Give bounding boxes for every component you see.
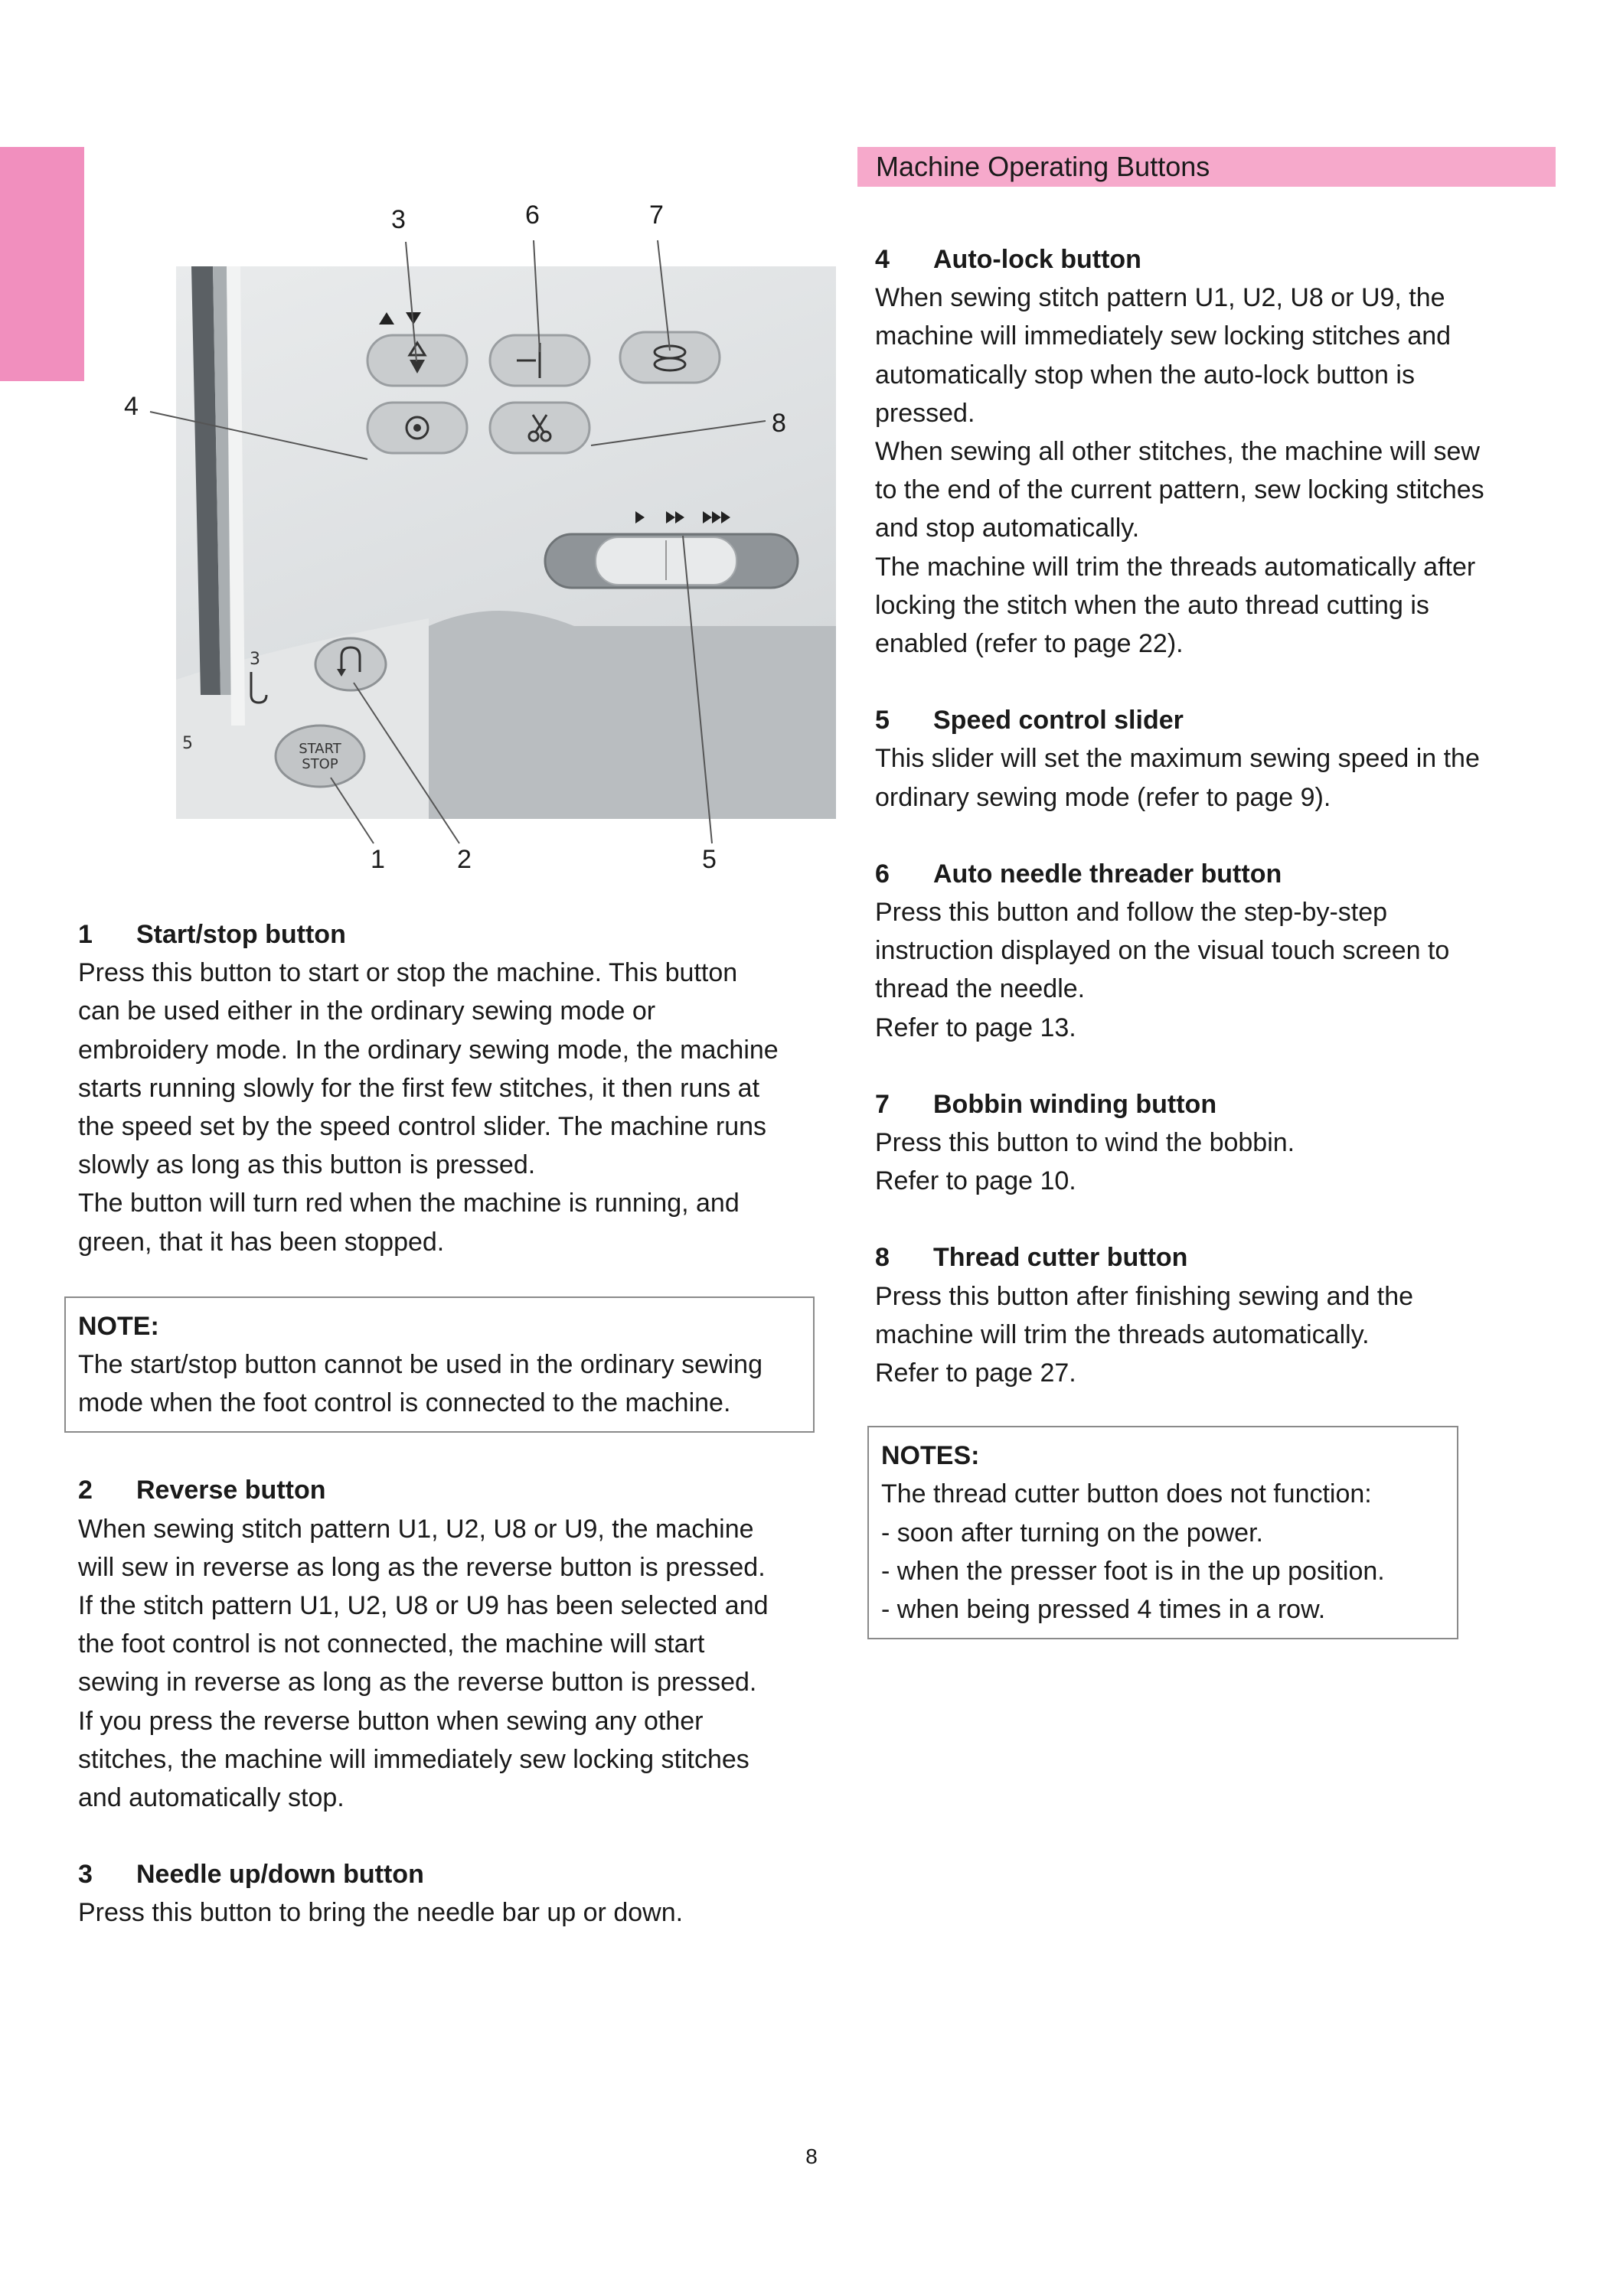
section-number: 4: [875, 245, 890, 274]
section-heading: Speed control slider: [933, 706, 1184, 735]
section-title: [875, 855, 1564, 893]
body-line: and stop automatically.: [875, 514, 1140, 543]
body-line: stitches, the machine will immediately sew locking stitches: [78, 1744, 749, 1774]
body-line: the foot control is not connected, the machine will start: [78, 1629, 705, 1659]
body-line: enabled (refer to page 22).: [875, 629, 1184, 659]
body-line: Press this button and follow the step-by-step: [875, 898, 1388, 928]
body-line: machine will immediately sew locking stitches and: [875, 321, 1452, 351]
body-line: embroidery mode. In the ordinary sewing mode, the machine: [78, 1035, 779, 1065]
section-auto-lock: [875, 240, 1564, 663]
guide-mark-3: 3: [250, 650, 260, 669]
section-needle-up-down: [78, 1855, 828, 1932]
section-reverse: [78, 1471, 828, 1817]
section-speed-slider: [875, 701, 1564, 817]
body-line: to the end of the current pattern, sew locking stitches: [875, 475, 1484, 505]
stop-label: STOP: [302, 756, 338, 772]
note-box-start-stop: [64, 1296, 815, 1433]
body-line: Press this button to bring the needle bar up or down.: [78, 1898, 684, 1928]
callout-8: 8: [772, 409, 786, 438]
body-line: green, that it has been stopped.: [78, 1227, 445, 1257]
body-line: slowly as long as this button is pressed.: [78, 1150, 536, 1180]
right-column: [875, 240, 1564, 1639]
section-title: [875, 240, 1564, 279]
machine-panel-illustration: [176, 266, 836, 819]
section-title: [78, 1471, 828, 1509]
section-start-stop: [78, 915, 828, 1261]
body-line: instruction displayed on the visual touch screen to: [875, 936, 1450, 966]
section-header: Machine Operating Buttons: [857, 147, 1556, 187]
body-line: When sewing stitch pattern U1, U2, U8 or U9, the machine: [78, 1514, 754, 1544]
callout-5: 5: [702, 845, 717, 874]
section-title: [875, 1085, 1564, 1124]
body-line: can be used either in the ordinary sewing mode or: [78, 996, 656, 1026]
section-heading: Thread cutter button: [933, 1243, 1188, 1273]
body-line: If the stitch pattern U1, U2, U8 or U9 has been selected and: [78, 1591, 769, 1621]
section-number: 7: [875, 1089, 890, 1119]
section-bobbin-winding: [875, 1085, 1564, 1201]
note-line: - when the presser foot is in the up position.: [881, 1556, 1385, 1586]
callout-7: 7: [649, 201, 664, 230]
start-label: START: [299, 741, 341, 757]
callout-4: 4: [124, 392, 139, 421]
body-line: locking the stitch when the auto thread cutting is: [875, 590, 1429, 620]
body-line: Refer to page 10.: [875, 1166, 1076, 1196]
section-heading: Bobbin winding button: [933, 1089, 1217, 1119]
body-line: automatically stop when the auto-lock button is: [875, 360, 1415, 390]
section-number: 5: [875, 706, 890, 735]
callout-1: 1: [371, 845, 385, 874]
callout-3: 3: [391, 205, 406, 234]
body-line: Press this button to wind the bobbin.: [875, 1128, 1295, 1158]
body-line: the speed set by the speed control slider. The machine runs: [78, 1112, 767, 1142]
section-title: [875, 1238, 1564, 1277]
body-line: If you press the reverse button when sewing any other: [78, 1706, 704, 1736]
section-number: 3: [78, 1860, 93, 1890]
callout-2: 2: [457, 845, 472, 874]
thread-cutter-button-shape: [490, 403, 589, 453]
section-thread-cutter: [875, 1238, 1564, 1392]
body-line: and automatically stop.: [78, 1783, 345, 1813]
body-line: will sew in reverse as long as the reverse button is pressed.: [78, 1552, 766, 1582]
section-title: [78, 915, 828, 954]
body-line: ordinary sewing mode (refer to page 9).: [875, 782, 1331, 812]
note-line: mode when the foot control is connected to the machine.: [78, 1388, 731, 1418]
body-line: Refer to page 27.: [875, 1358, 1076, 1388]
note-line: - when being pressed 4 times in a row.: [881, 1595, 1326, 1625]
page-number: 8: [805, 2144, 818, 2168]
section-needle-threader: [875, 855, 1564, 1047]
body-line: Press this button to start or stop the machine. This button: [78, 958, 738, 988]
note-title: NOTE:: [78, 1311, 159, 1341]
section-number: 6: [875, 859, 890, 889]
body-line: Refer to page 13.: [875, 1013, 1076, 1042]
guide-mark-5: 5: [182, 734, 193, 753]
section-heading: Auto needle threader button: [933, 859, 1282, 889]
section-heading: Auto-lock button: [933, 245, 1141, 274]
note-line: The start/stop button cannot be used in the ordinary sewing: [78, 1350, 763, 1380]
left-column: [78, 915, 828, 1932]
body-line: sewing in reverse as long as the reverse button is pressed.: [78, 1668, 757, 1698]
note-box-thread-cutter: [867, 1426, 1458, 1639]
section-number: 1: [78, 920, 93, 949]
section-heading: Start/stop button: [136, 920, 346, 949]
section-number: 2: [78, 1476, 93, 1505]
body-line: starts running slowly for the first few stitches, it then runs at: [78, 1073, 760, 1103]
reverse-button-shape: [315, 638, 386, 690]
body-line: Press this button after finishing sewing and the: [875, 1281, 1414, 1311]
section-tab: [0, 147, 84, 381]
body-line: When sewing stitch pattern U1, U2, U8 or U9, the: [875, 283, 1445, 313]
body-line: The machine will trim the threads automatically after: [875, 552, 1476, 582]
note-title: NOTES:: [881, 1441, 980, 1471]
body-line: thread the needle.: [875, 974, 1086, 1004]
body-line: This slider will set the maximum sewing speed in the: [875, 744, 1480, 774]
body-line: pressed.: [875, 398, 975, 428]
section-title: [78, 1855, 828, 1893]
section-number: 8: [875, 1243, 890, 1273]
body-line: The button will turn red when the machine is running, and: [78, 1189, 740, 1218]
note-line: The thread cutter button does not function:: [881, 1479, 1372, 1509]
section-heading: Needle up/down button: [136, 1860, 424, 1890]
body-line: When sewing all other stitches, the machine will sew: [875, 437, 1480, 467]
machine-buttons-photo: [176, 266, 836, 819]
section-heading: Reverse button: [136, 1476, 326, 1505]
callout-6: 6: [525, 201, 540, 230]
body-line: machine will trim the threads automatically.: [875, 1319, 1370, 1349]
note-line: - soon after turning on the power.: [881, 1518, 1263, 1548]
section-title: [875, 701, 1564, 739]
